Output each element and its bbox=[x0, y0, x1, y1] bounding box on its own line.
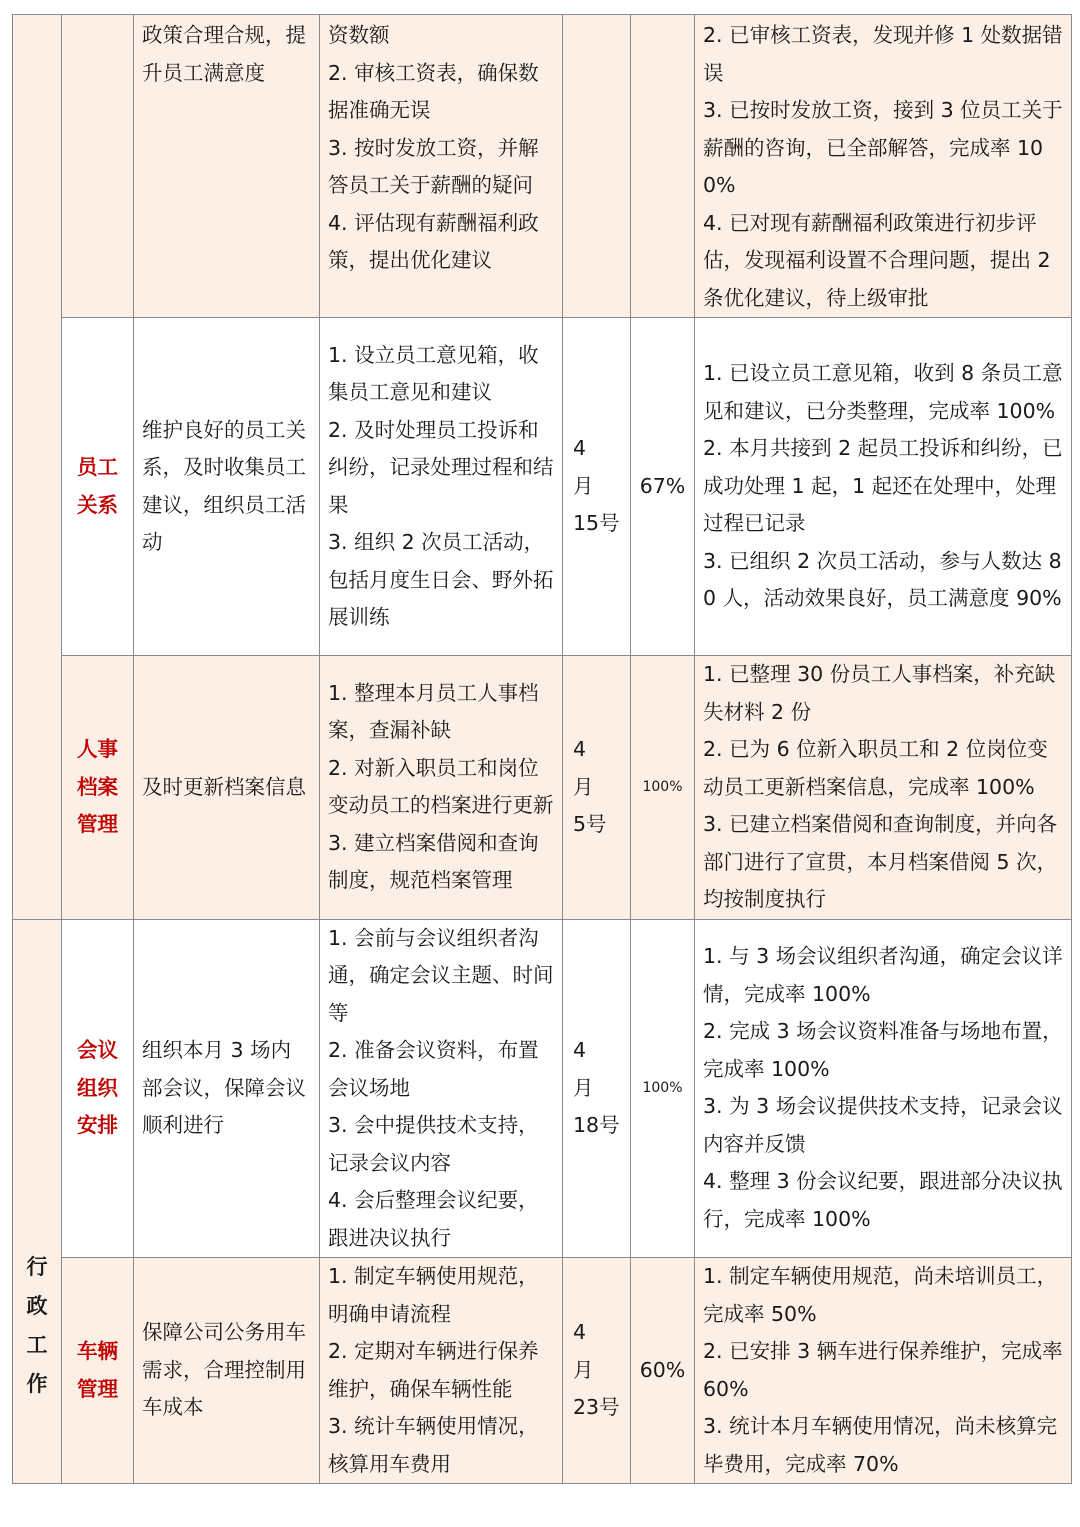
subcategory-cell bbox=[62, 318, 134, 656]
subcategory-label: 会议组织安排 bbox=[77, 1038, 118, 1137]
goal-cell: 及时更新档案信息 bbox=[134, 656, 320, 920]
rate-cell: 67% bbox=[631, 318, 695, 656]
subcategory-cell bbox=[62, 1258, 134, 1484]
tasks-cell: 1. 设立员工意见箱，收集员工意见和建议 2. 及时处理员工投诉和纠纷，记录处理过程和结果 3. 组织 2 次员工活动，包括月度生日会、野外拓展训练 bbox=[320, 318, 563, 656]
result-cell: 1. 已整理 30 份员工人事档案，补充缺失材料 2 份 2. 已为 6 位新入职员工和 2 位岗位变动员工更新档案信息，完成率 100% 3. 已建立档案借阅和查询制度，并向各部门进行了宣贯，本月档案借阅 5 次，均按制度执行 bbox=[695, 656, 1072, 920]
result-cell: 2. 已审核工资表，发现并修 1 处数据错误 3. 已按时发放工资，接到 3 位员工关于薪酬的咨询，已全部解答，完成率 100% 4. 已对现有薪酬福利政策进行初步评估，发现福利设置不合理问题，提出 2 条优化建议，待上级审批 bbox=[695, 15, 1072, 318]
category-cell-admin bbox=[13, 919, 62, 1484]
table-row bbox=[13, 15, 1072, 318]
goal-cell: 维护良好的员工关系，及时收集员工建议，组织员工活动 bbox=[134, 318, 320, 656]
subcategory-cell bbox=[62, 919, 134, 1258]
rate-cell: 100% bbox=[631, 656, 695, 920]
tasks-cell: 1. 制定车辆使用规范，明确申请流程 2. 定期对车辆进行保养维护，确保车辆性能 3. 统计车辆使用情况，核算用车费用 bbox=[320, 1258, 563, 1484]
result-cell: 1. 制定车辆使用规范，尚未培训员工，完成率 50% 2. 已安排 3 辆车进行保养维护，完成率 60% 3. 统计本月车辆使用情况，尚未核算完毕费用，完成率 70% bbox=[695, 1258, 1072, 1484]
tasks-cell: 1. 整理本月员工人事档案，查漏补缺 2. 对新入职员工和岗位变动员工的档案进行更新 3. 建立档案借阅和查询制度，规范档案管理 bbox=[320, 656, 563, 920]
subcategory-label: 人事档案管理 bbox=[77, 737, 118, 836]
result-cell: 1. 与 3 场会议组织者沟通，确定会议详情，完成率 100% 2. 完成 3 场会议资料准备与场地布置，完成率 100% 3. 为 3 场会议提供技术支持，记录会议内容并反馈 4. 整理 3 份会议纪要，跟进部分决议执行，完成率 100% bbox=[695, 919, 1072, 1258]
date-text: 4 月 23号 bbox=[573, 1320, 620, 1420]
table-row bbox=[13, 318, 1072, 656]
subcategory-label: 车辆管理 bbox=[77, 1339, 118, 1401]
category-label: 行政工作 bbox=[26, 1255, 48, 1397]
date-cell bbox=[563, 318, 631, 656]
rate-cell bbox=[631, 15, 695, 318]
goal-cell: 组织本月 3 场内部会议，保障会议顺利进行 bbox=[134, 919, 320, 1258]
category-cell-hr bbox=[13, 15, 62, 920]
rate-cell: 100% bbox=[631, 919, 695, 1258]
date-cell bbox=[563, 919, 631, 1258]
date-text: 4 月 18号 bbox=[573, 1038, 620, 1137]
table-row bbox=[13, 1258, 1072, 1484]
goal-cell: 政策合理合规，提升员工满意度 bbox=[134, 15, 320, 318]
date-cell bbox=[563, 15, 631, 318]
subcategory-label: 员工关系 bbox=[77, 455, 118, 517]
tasks-cell: 1. 会前与会议组织者沟通，确定会议主题、时间等 2. 准备会议资料，布置会议场地 3. 会中提供技术支持，记录会议内容 4. 会后整理会议纪要，跟进决议执行 bbox=[320, 919, 563, 1258]
table-row bbox=[13, 656, 1072, 920]
date-text: 4 月 5号 bbox=[573, 737, 607, 836]
result-cell: 1. 已设立员工意见箱，收到 8 条员工意见和建议，已分类整理，完成率 100% 2. 本月共接到 2 起员工投诉和纠纷，已成功处理 1 起，1 起还在处理中，处理过程已记录 3. 已组织 2 次员工活动，参与人数达 80 人，活动效果良好，员工满意度 90% bbox=[695, 318, 1072, 656]
table-row bbox=[13, 919, 1072, 1258]
work-report-table bbox=[12, 14, 1072, 1484]
date-cell bbox=[563, 1258, 631, 1484]
subcategory-cell bbox=[62, 656, 134, 920]
date-cell bbox=[563, 656, 631, 920]
goal-cell: 保障公司公务用车需求，合理控制用车成本 bbox=[134, 1258, 320, 1484]
subcategory-cell bbox=[62, 15, 134, 318]
date-text: 4 月 15号 bbox=[573, 436, 620, 536]
tasks-cell: 资数额 2. 审核工资表，确保数据准确无误 3. 按时发放工资，并解答员工关于薪酬的疑问 4. 评估现有薪酬福利政策，提出优化建议 bbox=[320, 15, 563, 318]
rate-cell: 60% bbox=[631, 1258, 695, 1484]
